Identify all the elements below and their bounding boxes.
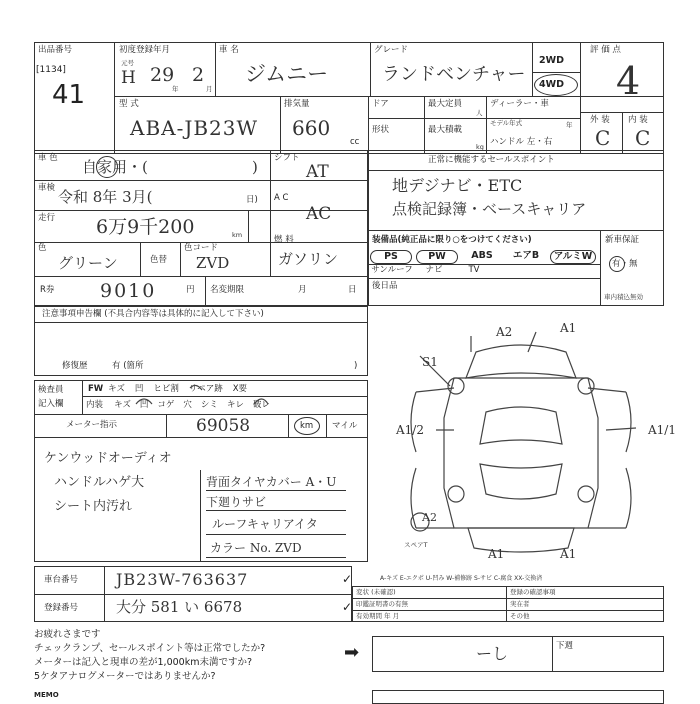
divider: [166, 414, 167, 438]
footer-question: メーターは記入と現車の差が1,000km未満ですか?: [34, 657, 252, 668]
after-label: 後日品: [372, 281, 398, 291]
divider: [352, 598, 664, 599]
displacement-label: 排気量: [284, 99, 310, 109]
warranty-options: 有・無: [612, 259, 638, 269]
repair-close: ): [354, 361, 358, 371]
shape-label: 形状: [372, 125, 390, 135]
answer-box[interactable]: [372, 636, 664, 672]
year-value: 29: [150, 64, 175, 86]
diagram-label: A1/2: [396, 423, 424, 437]
equip-sunroof[interactable]: サンルーフ: [371, 265, 413, 275]
equip-airbag[interactable]: エアB: [512, 250, 540, 261]
divider: [368, 278, 600, 279]
yen-unit: 円: [186, 285, 195, 295]
lot-no: 41: [52, 80, 86, 110]
in-label: 内装: [86, 400, 104, 410]
chassis-value: JB23W-763637: [116, 570, 249, 589]
answer-value: ーし: [476, 644, 509, 663]
meter-value: 69058: [196, 416, 251, 436]
owner-label: 有効期間 年 月: [356, 612, 400, 620]
color-code-label: 色コード: [184, 243, 219, 253]
km-unit: km: [232, 231, 243, 239]
in-stain: シミ: [200, 400, 218, 410]
era-value: H: [121, 68, 136, 88]
usage-circle: [96, 156, 118, 178]
equipment-row2: [370, 266, 598, 278]
color-code: ZVD: [196, 254, 230, 272]
divider: [248, 210, 249, 242]
grade-label: グレード: [374, 45, 409, 55]
kg-unit: kg: [476, 143, 484, 151]
displacement: 660: [292, 116, 331, 140]
divider: [326, 414, 327, 438]
shift-label: シフト: [274, 153, 300, 163]
inspect-label: 車検: [38, 183, 56, 193]
reg-label: 登録番号: [44, 603, 79, 613]
usage-value: 自家用・(: [82, 158, 148, 176]
equip-ps[interactable]: PS: [370, 250, 412, 264]
mileage-value: 6万9千200: [96, 216, 195, 238]
warranty-label: 新車保証: [605, 235, 640, 245]
fw-scratch: キズ: [108, 384, 125, 394]
underline: [206, 510, 346, 511]
ext-grade: C: [595, 126, 611, 150]
check-mark: ✓: [342, 572, 353, 586]
diagram-label: A2: [422, 511, 437, 524]
footer-question: チェックランプ、セールスポイント等は正常でしたか?: [34, 643, 266, 654]
eval-label: 評 価 点: [590, 45, 621, 55]
km-toggle[interactable]: km: [300, 421, 314, 431]
divider: [34, 414, 368, 415]
underline: [206, 534, 346, 535]
color-label: 色: [38, 243, 47, 253]
note-line: ハンドルハゲ大: [54, 475, 145, 490]
equipment-row1: [370, 250, 598, 264]
lot-code: [1134]: [36, 65, 66, 75]
car-name-label: 車 名: [219, 45, 239, 55]
scribble-marks: [130, 382, 290, 412]
divider: [506, 586, 507, 622]
drive-2wd: 2WD: [539, 55, 564, 66]
footer-greeting: お疲れさまです: [34, 629, 101, 640]
equipment-title: 装備品(純正品に限り○をつけてください): [372, 235, 532, 245]
divider: [600, 230, 601, 306]
model-year-label: モデル年式: [490, 119, 523, 127]
equip-abs[interactable]: ABS: [471, 250, 493, 261]
fuel-label: 燃 料: [274, 235, 294, 245]
inspect-day: 日): [246, 195, 258, 205]
owner-label: 変状 (未確認): [356, 588, 396, 596]
cc-unit: cc: [350, 137, 360, 147]
divider: [532, 72, 580, 73]
in-cut: キレ: [226, 400, 244, 410]
reg-value: 大分 581 い 6678: [116, 598, 243, 616]
diagram-label: A1: [560, 321, 577, 335]
divider: [215, 42, 216, 96]
in-hole: 穴: [183, 400, 192, 410]
divider: [424, 96, 425, 154]
equip-pw[interactable]: PW: [416, 250, 458, 264]
km-circle: [294, 417, 320, 435]
underline: [206, 490, 346, 491]
name-change-label: 名変期限: [210, 285, 245, 295]
import-label: 車内積込無効: [604, 293, 643, 301]
diagram-label: A1: [560, 547, 577, 561]
note-line: 下廻りサビ: [206, 495, 267, 509]
dealer-label: ディーラー・車: [490, 99, 549, 109]
divider: [34, 276, 368, 277]
divider: [114, 96, 664, 97]
spare-tire-label: スペアT: [404, 541, 428, 549]
divider: [368, 264, 600, 265]
diagram-label: S1: [422, 355, 438, 369]
usage-close: ): [252, 158, 258, 176]
in-dent: 凹: [139, 400, 149, 410]
person-unit: 人: [476, 109, 483, 117]
int-label: 内 装: [628, 115, 648, 125]
era-label: 元号: [121, 59, 134, 67]
car-name: ジムニー: [245, 62, 329, 86]
selling-title: 正常に機能するセールスポイント: [428, 155, 555, 165]
grade: ランドベンチャー: [382, 64, 526, 85]
divider: [114, 42, 115, 154]
capacity-label: 最大定員: [428, 99, 463, 109]
divider: [370, 42, 371, 96]
divider: [368, 118, 580, 119]
divider: [104, 566, 105, 622]
divider: [82, 380, 83, 414]
divider: [368, 230, 664, 231]
divider: [368, 96, 369, 154]
warranty-circle: [609, 256, 625, 272]
equip-alloy[interactable]: アルミW: [550, 250, 596, 264]
notes-title: 注意事項申告欄 (不具合内容等は具体的に記入して下さい): [42, 309, 264, 319]
fw-crack: ヒビ割: [153, 384, 179, 394]
recycle-value: 9010: [100, 280, 157, 302]
shift-value: AT: [306, 162, 329, 182]
divider: [140, 242, 141, 276]
selling-frame: [368, 150, 664, 306]
inspector-label-2: 記入欄: [38, 399, 64, 409]
divider: [34, 594, 352, 595]
divider: [622, 112, 623, 154]
mileage-label: 走行: [38, 213, 56, 223]
divider: [34, 322, 368, 323]
note-line: 背面タイヤカバー A・U: [206, 475, 337, 489]
eval-score: 4: [616, 59, 641, 103]
model: ABA-JB23W: [130, 116, 259, 140]
check-mark: ✓: [342, 600, 353, 614]
month-value: 2: [192, 64, 205, 86]
ac-label: A C: [274, 193, 289, 203]
damage-legend: A-キズ E-エクボ U-凹み W-補修跡 S-サビ C-腐食 XX-交換済: [380, 575, 543, 582]
color-change-label: 色替: [150, 255, 168, 265]
drive-circle: [534, 74, 578, 96]
handle-label: ハンドル 左・右: [490, 137, 553, 147]
load-label: 最大積載: [428, 125, 463, 135]
fw-label: FW: [88, 384, 104, 394]
in-tear: 破レ: [252, 400, 270, 410]
divider: [288, 414, 289, 438]
inspect-value: 令和 8年 3月(: [58, 188, 153, 206]
divider: [180, 242, 181, 276]
chassis-label: 車台番号: [44, 575, 79, 585]
divider: [486, 96, 487, 154]
car-diagram: [376, 318, 666, 572]
divider: [205, 276, 206, 306]
divider: [552, 636, 553, 672]
repair-value: 有 (箇所: [112, 361, 144, 371]
door-label: ドア: [372, 99, 389, 109]
underline: [206, 557, 346, 558]
repair-label: 修復歴: [62, 361, 88, 371]
divider: [368, 170, 664, 171]
model-label: 型 式: [119, 99, 139, 109]
owner-label: 実在者: [510, 600, 530, 608]
lot-no-label: 出品番号: [38, 45, 73, 55]
divider: [352, 610, 664, 611]
note-line: カラー No. ZVD: [210, 541, 302, 555]
bottom-box: [372, 690, 664, 704]
fw-x: X要: [232, 384, 248, 394]
arrow-right-icon: ➡: [344, 642, 360, 663]
owner-label: 印鑑証明書の有無: [356, 600, 408, 608]
ac-value: AC: [306, 204, 332, 224]
meter-label: メーター指示: [66, 420, 118, 430]
equip-tv[interactable]: TV: [468, 265, 480, 275]
ext-label: 外 装: [590, 115, 610, 125]
color-value: グリーン: [58, 254, 118, 272]
diagram-label: A1/1: [648, 423, 676, 437]
usage-label: 車 色: [38, 153, 58, 163]
recycle-label: R券: [40, 285, 55, 295]
in-burn: コゲ: [157, 400, 175, 410]
month-unit: 月: [206, 85, 213, 93]
fw-repair: リペア跡: [188, 384, 223, 394]
fuel-value: ガソリン: [278, 250, 339, 268]
model-year-unit: 年: [566, 121, 573, 129]
note-line: ケンウッドオーディオ: [44, 451, 172, 466]
equip-navi[interactable]: ナビ: [425, 265, 443, 275]
divider: [580, 42, 581, 154]
diagram-label: A2: [496, 325, 513, 339]
note-line: ルーフキャリアイタ: [212, 517, 318, 531]
fw-dent: 凹: [134, 384, 144, 394]
int-grade: C: [635, 126, 651, 150]
divider: [280, 96, 281, 154]
footer-question: 5ケタアナログメーターではありませんか?: [34, 671, 216, 682]
in-scratch: キズ: [114, 400, 131, 410]
memo-label: MEMO: [34, 691, 59, 699]
owner-label: その他: [510, 612, 530, 620]
inspector-label-1: 検査員: [38, 385, 64, 395]
drive-4wd: 4WD: [539, 79, 564, 90]
selling-line1: 地デジナビ・ETC: [392, 176, 523, 195]
note-line: シート内汚れ: [54, 499, 133, 514]
divider: [532, 42, 533, 96]
selling-line2: 点検記録簿・ベースキャリア: [392, 200, 587, 218]
month-label: 月: [298, 285, 307, 295]
year-unit: 年: [172, 85, 179, 93]
answer-label: 下週: [556, 641, 574, 651]
divider: [200, 470, 201, 562]
mile-toggle[interactable]: マイル: [332, 421, 358, 431]
owner-label: 登録の確認事項: [510, 588, 556, 596]
divider: [270, 150, 271, 276]
day-label: 日: [348, 285, 357, 295]
first-reg-label: 初度登録年月: [119, 45, 171, 55]
diagram-label: A1: [488, 547, 505, 561]
